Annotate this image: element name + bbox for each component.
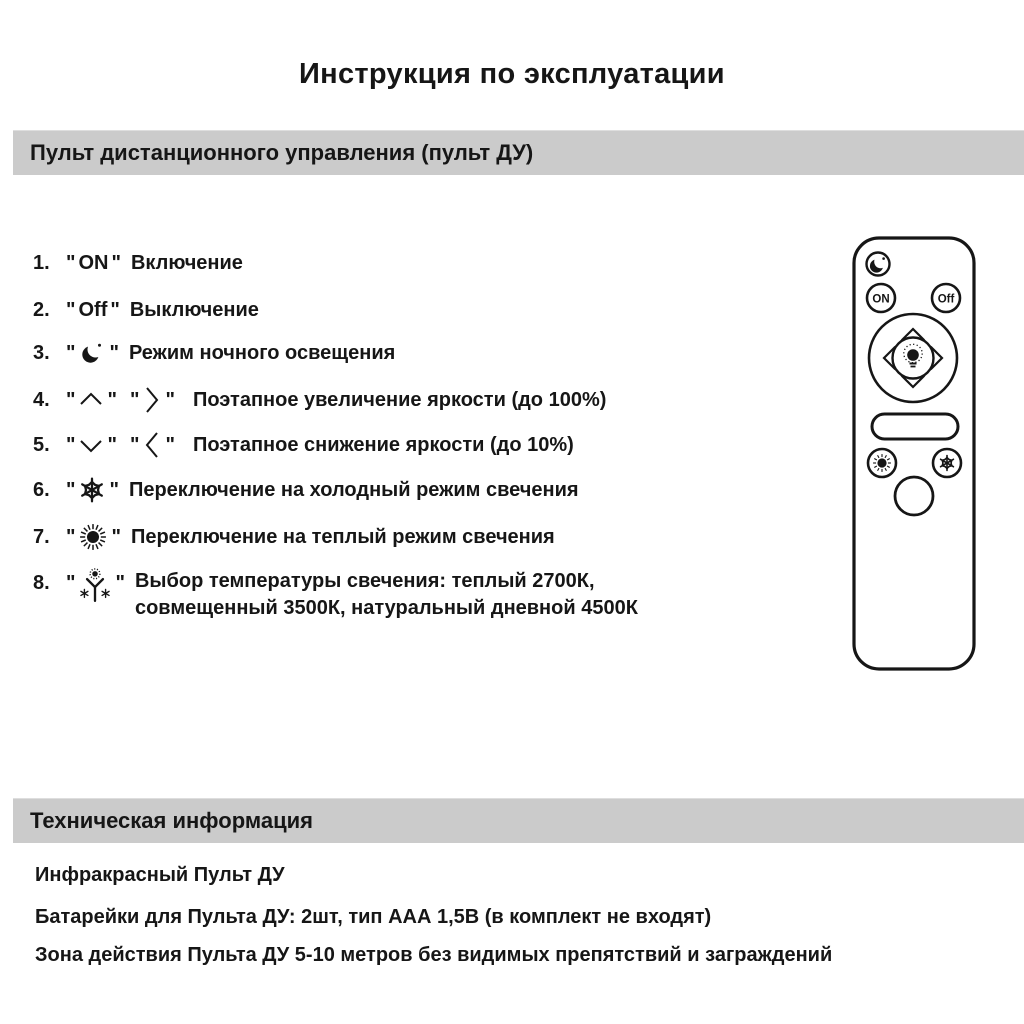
list-item-1	[33, 249, 243, 277]
color-temp-icon	[78, 568, 112, 604]
list-item-3	[33, 339, 395, 367]
list-item-7	[33, 523, 555, 551]
remote-off-label: Off	[937, 293, 955, 306]
quote-mark: "	[109, 478, 119, 501]
quote-mark: "	[111, 525, 121, 548]
list-item-4	[33, 386, 606, 414]
sun-icon	[78, 522, 108, 552]
section-header-tech-label: Техническая информация	[30, 808, 313, 833]
quote-mark: "	[107, 388, 117, 411]
chevron-right-icon	[142, 385, 162, 415]
list-item-2	[33, 296, 259, 324]
quote-mark: "	[66, 572, 76, 594]
button-label-off: Off	[78, 298, 108, 321]
quote-mark: "	[129, 433, 140, 456]
quote-mark: "	[129, 388, 140, 411]
chevron-left-icon	[142, 430, 162, 460]
item-description-line1: Выбор температуры свечения: теплый 2700К,	[134, 570, 595, 592]
quote-mark: "	[165, 388, 175, 411]
list-item-8	[33, 568, 638, 622]
section-header-remote	[13, 130, 1024, 175]
list-item-6	[33, 476, 579, 504]
item-number: 3.	[33, 341, 50, 364]
item-description: Выключение	[129, 298, 259, 321]
item-description-line2: совмещенный 3500К, натуральный дневной 4500К	[134, 597, 638, 619]
quote-mark: "	[66, 251, 76, 274]
tech-info-line-1: Инфракрасный Пульт ДУ	[35, 864, 285, 886]
list-item-5	[33, 431, 574, 459]
quote-mark: "	[111, 251, 121, 274]
remote-control-illustration	[852, 236, 976, 671]
quote-mark: "	[66, 388, 76, 411]
item-description: Поэтапное снижение яркости (до 10%)	[192, 433, 574, 456]
item-number: 6.	[33, 478, 50, 501]
item-number: 7.	[33, 525, 50, 548]
item-number: 5.	[33, 433, 50, 456]
item-description: Переключение на теплый режим свечения	[130, 525, 555, 548]
moon-icon	[78, 339, 106, 367]
section-header-tech	[13, 798, 1024, 843]
quote-mark: "	[110, 298, 120, 321]
remote-on-label: ON	[872, 293, 890, 306]
chevron-up-icon	[78, 388, 104, 412]
tech-info-line-3: Зона действия Пульта ДУ 5-10 метров без видимых препятствий и заграждений	[35, 944, 833, 966]
quote-mark: "	[66, 525, 76, 548]
item-description: Включение	[130, 251, 243, 274]
button-label-on: ON	[78, 251, 109, 274]
quote-mark: "	[165, 433, 175, 456]
quote-mark: "	[66, 341, 76, 364]
snowflake-icon	[78, 476, 106, 504]
item-number: 2.	[33, 298, 50, 321]
item-number: 1.	[33, 251, 50, 274]
chevron-down-icon	[78, 433, 104, 457]
quote-mark: "	[107, 433, 117, 456]
page-title: Инструкция по эксплуатации	[299, 58, 725, 90]
quote-mark: "	[66, 433, 76, 456]
quote-mark: "	[66, 298, 76, 321]
item-description: Поэтапное увеличение яркости (до 100%)	[192, 388, 607, 411]
quote-mark: "	[109, 341, 119, 364]
section-header-remote-label: Пульт дистанционного управления (пульт ДУ)	[30, 140, 534, 165]
item-description: Режим ночного освещения	[128, 341, 396, 364]
item-number: 4.	[33, 388, 50, 411]
quote-mark: "	[66, 478, 76, 501]
tech-info-line-2: Батарейки для Пульта ДУ: 2шт, тип ААА 1,5В (в комплект не входят)	[35, 906, 712, 928]
item-number: 8.	[33, 572, 50, 594]
item-description: Переключение на холодный режим свечения	[128, 478, 579, 501]
quote-mark: "	[115, 572, 125, 594]
